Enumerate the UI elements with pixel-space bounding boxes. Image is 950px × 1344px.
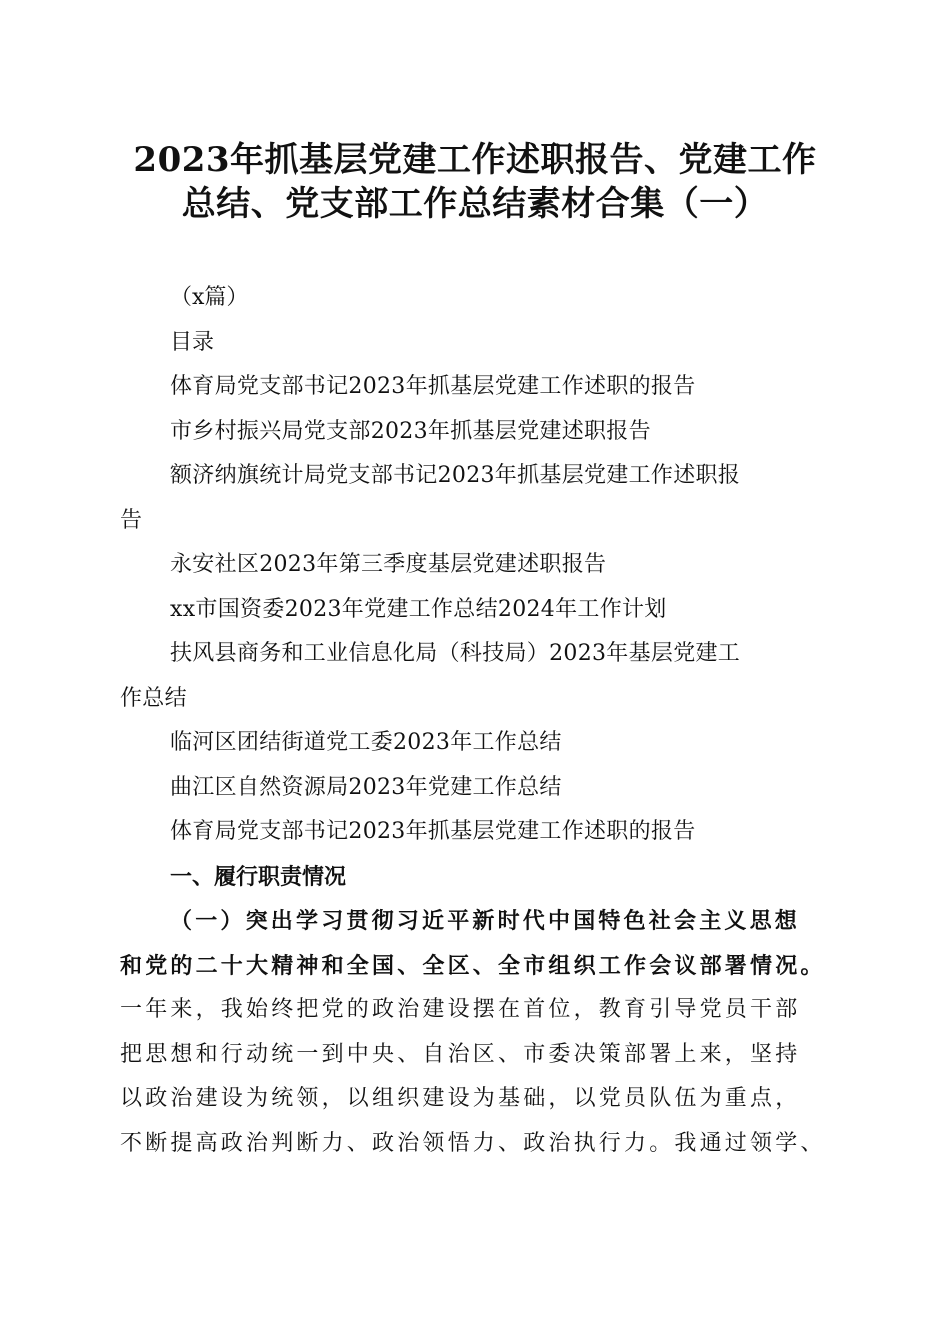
document-title (100, 138, 850, 226)
toc-item-continuation: 作总结 (120, 685, 187, 711)
toc-item-continuation: 告 (120, 507, 143, 533)
title-line-1: 2023年抓基层党建工作述职报告、党建工作 (133, 140, 817, 180)
toc-item: xx市国资委2023年党建工作总结2024年工作计划 (170, 596, 667, 622)
toc-item: 扶风县商务和工业信息化局（科技局）2023年基层党建工 (170, 641, 741, 666)
toc-item: 临河区团结街道党工委2023年工作总结 (170, 730, 562, 755)
body-paragraph (120, 899, 832, 1166)
toc-item: 永安社区2023年第三季度基层党建述职报告 (170, 552, 607, 577)
paragraph-line: 不断提高政治判断力、政治领悟力、政治执行力。我通过领学、 (120, 1130, 826, 1156)
paragraph-line-bold: （一）突出学习贯彻习近平新时代中国特色社会主义思想 (170, 908, 801, 934)
document-body (120, 276, 832, 1166)
paragraph-line: 以政治建设为统领，以组织建设为基础，以党员队伍为重点， (120, 1086, 801, 1111)
toc-item: 额济纳旗统计局党支部书记2023年抓基层党建工作述职报 (170, 463, 741, 488)
section-heading: 一、履行职责情况 (170, 863, 347, 890)
toc-item: 曲江区自然资源局2023年党建工作总结 (170, 774, 562, 800)
paragraph-line: 把思想和行动统一到中央、自治区、市委决策部署上来，坚持 (120, 1041, 801, 1067)
toc-item: 体育局党支部书记2023年抓基层党建工作述职的报告 (170, 374, 696, 399)
count-note: （x篇） (170, 285, 249, 310)
paragraph-line-bold: 和党的二十大精神和全国、全区、全市组织工作会议部署情况。 (120, 952, 826, 979)
article-title: 体育局党支部书记2023年抓基层党建工作述职的报告 (170, 819, 696, 844)
toc-item: 市乡村振兴局党支部2023年抓基层党建述职报告 (170, 418, 651, 444)
paragraph-line: 一年来，我始终把党的政治建设摆在首位，教育引导党员干部 (120, 997, 801, 1022)
title-line-2: 总结、党支部工作总结素材合集（一） (181, 184, 769, 224)
toc-heading: 目录 (170, 329, 215, 355)
